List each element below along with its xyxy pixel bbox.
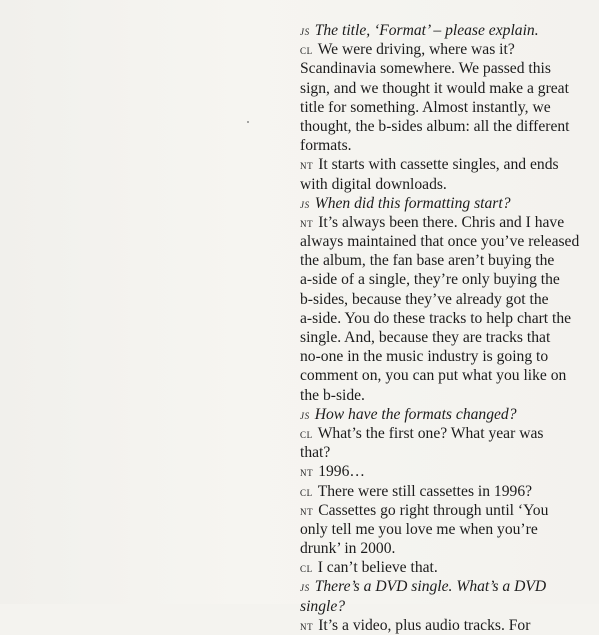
interview-line (300, 40, 590, 59)
line-text: sign, and we thought it would make a great (300, 79, 569, 97)
line-text: single? (300, 597, 346, 615)
interview-line (300, 539, 590, 558)
line-text: only tell me you love me when you’re (300, 520, 538, 538)
speaker-initials: nt (300, 464, 314, 480)
speaker-initials: js (300, 579, 310, 595)
interview-line (300, 558, 590, 577)
speaker-initials: js (300, 406, 310, 422)
line-text: There’s a DVD single. What’s a DVD (314, 578, 547, 596)
interview-line (300, 597, 590, 616)
paper-speck (247, 121, 249, 123)
line-text: 1996… (318, 463, 365, 481)
interview-line (300, 520, 590, 539)
speaker-initials: cl (300, 560, 313, 576)
interview-line (300, 79, 590, 98)
line-text: comment on, you can put what you like on (300, 367, 567, 385)
interview-line (300, 616, 590, 635)
line-text: the album, the fan base aren’t buying the (300, 252, 555, 270)
interview-line (300, 405, 590, 424)
speaker-initials: cl (300, 483, 313, 499)
interview-line (300, 21, 590, 40)
line-text: How have the formats changed? (314, 405, 517, 423)
line-text: formats. (300, 137, 352, 155)
interview-line (300, 328, 590, 347)
interview-line (300, 462, 590, 481)
line-text: I can’t believe that. (317, 559, 438, 577)
interview-line (300, 136, 590, 155)
line-text: Cassettes go right through until ‘You (318, 501, 549, 519)
interview-line (300, 251, 590, 270)
line-text: no-one in the music industry is going to (300, 348, 549, 366)
line-text: a-side of a single, they’re only buying the (300, 271, 560, 289)
line-text: with digital downloads. (300, 175, 447, 193)
line-text: b-sides, because they’ve already got the (300, 290, 549, 308)
line-text: the b-side. (300, 386, 365, 404)
interview-line (300, 59, 590, 78)
speaker-initials: nt (300, 214, 314, 230)
interview-line (300, 98, 590, 117)
line-text: When did this formatting start? (314, 194, 511, 212)
interview-column (300, 21, 590, 635)
speaker-initials: cl (300, 42, 313, 58)
line-text: a-side. You do these tracks to help chart the (300, 309, 572, 327)
line-text: single. And, because they are tracks that (300, 329, 551, 346)
interview-line (300, 117, 590, 136)
line-text: Scandinavia somewhere. We passed this (300, 60, 551, 78)
speaker-initials: nt (300, 502, 314, 518)
interview-line (300, 577, 590, 596)
speaker-initials: nt (300, 617, 314, 633)
interview-line (300, 482, 590, 501)
line-text: It’s a video, plus audio tracks. For (318, 616, 531, 634)
interview-line (300, 309, 590, 328)
line-text: always maintained that once you’ve released (300, 233, 580, 251)
interview-line (300, 386, 590, 405)
line-text: It’s always been there. Chris and I have (318, 213, 565, 231)
line-text: We were driving, where was it? (317, 41, 515, 59)
line-text: It starts with cassette singles, and ends (318, 156, 559, 174)
interview-line (300, 194, 590, 213)
line-text: thought, the b-sides album: all the different (300, 117, 570, 135)
line-text: There were still cassettes in 1996? (317, 482, 533, 500)
interview-line (300, 290, 590, 309)
line-text: that? (300, 444, 331, 462)
line-text: title for something. Almost instantly, we (300, 98, 551, 116)
line-text: What’s the first one? What year was (317, 424, 544, 442)
interview-line (300, 175, 590, 194)
interview-line (300, 270, 590, 289)
line-text: The title, ‘Format’ – please explain. (314, 22, 539, 39)
interview-line (300, 232, 590, 251)
speaker-initials: cl (300, 425, 313, 441)
interview-line (300, 347, 590, 366)
line-text: drunk’ in 2000. (300, 540, 396, 558)
interview-line (300, 501, 590, 520)
speaker-initials: nt (300, 157, 314, 173)
speaker-initials: js (300, 23, 310, 38)
interview-line (300, 155, 590, 174)
interview-line (300, 213, 590, 232)
interview-line (300, 443, 590, 462)
speaker-initials: js (300, 195, 310, 211)
interview-line (300, 366, 590, 385)
interview-line (300, 424, 590, 443)
